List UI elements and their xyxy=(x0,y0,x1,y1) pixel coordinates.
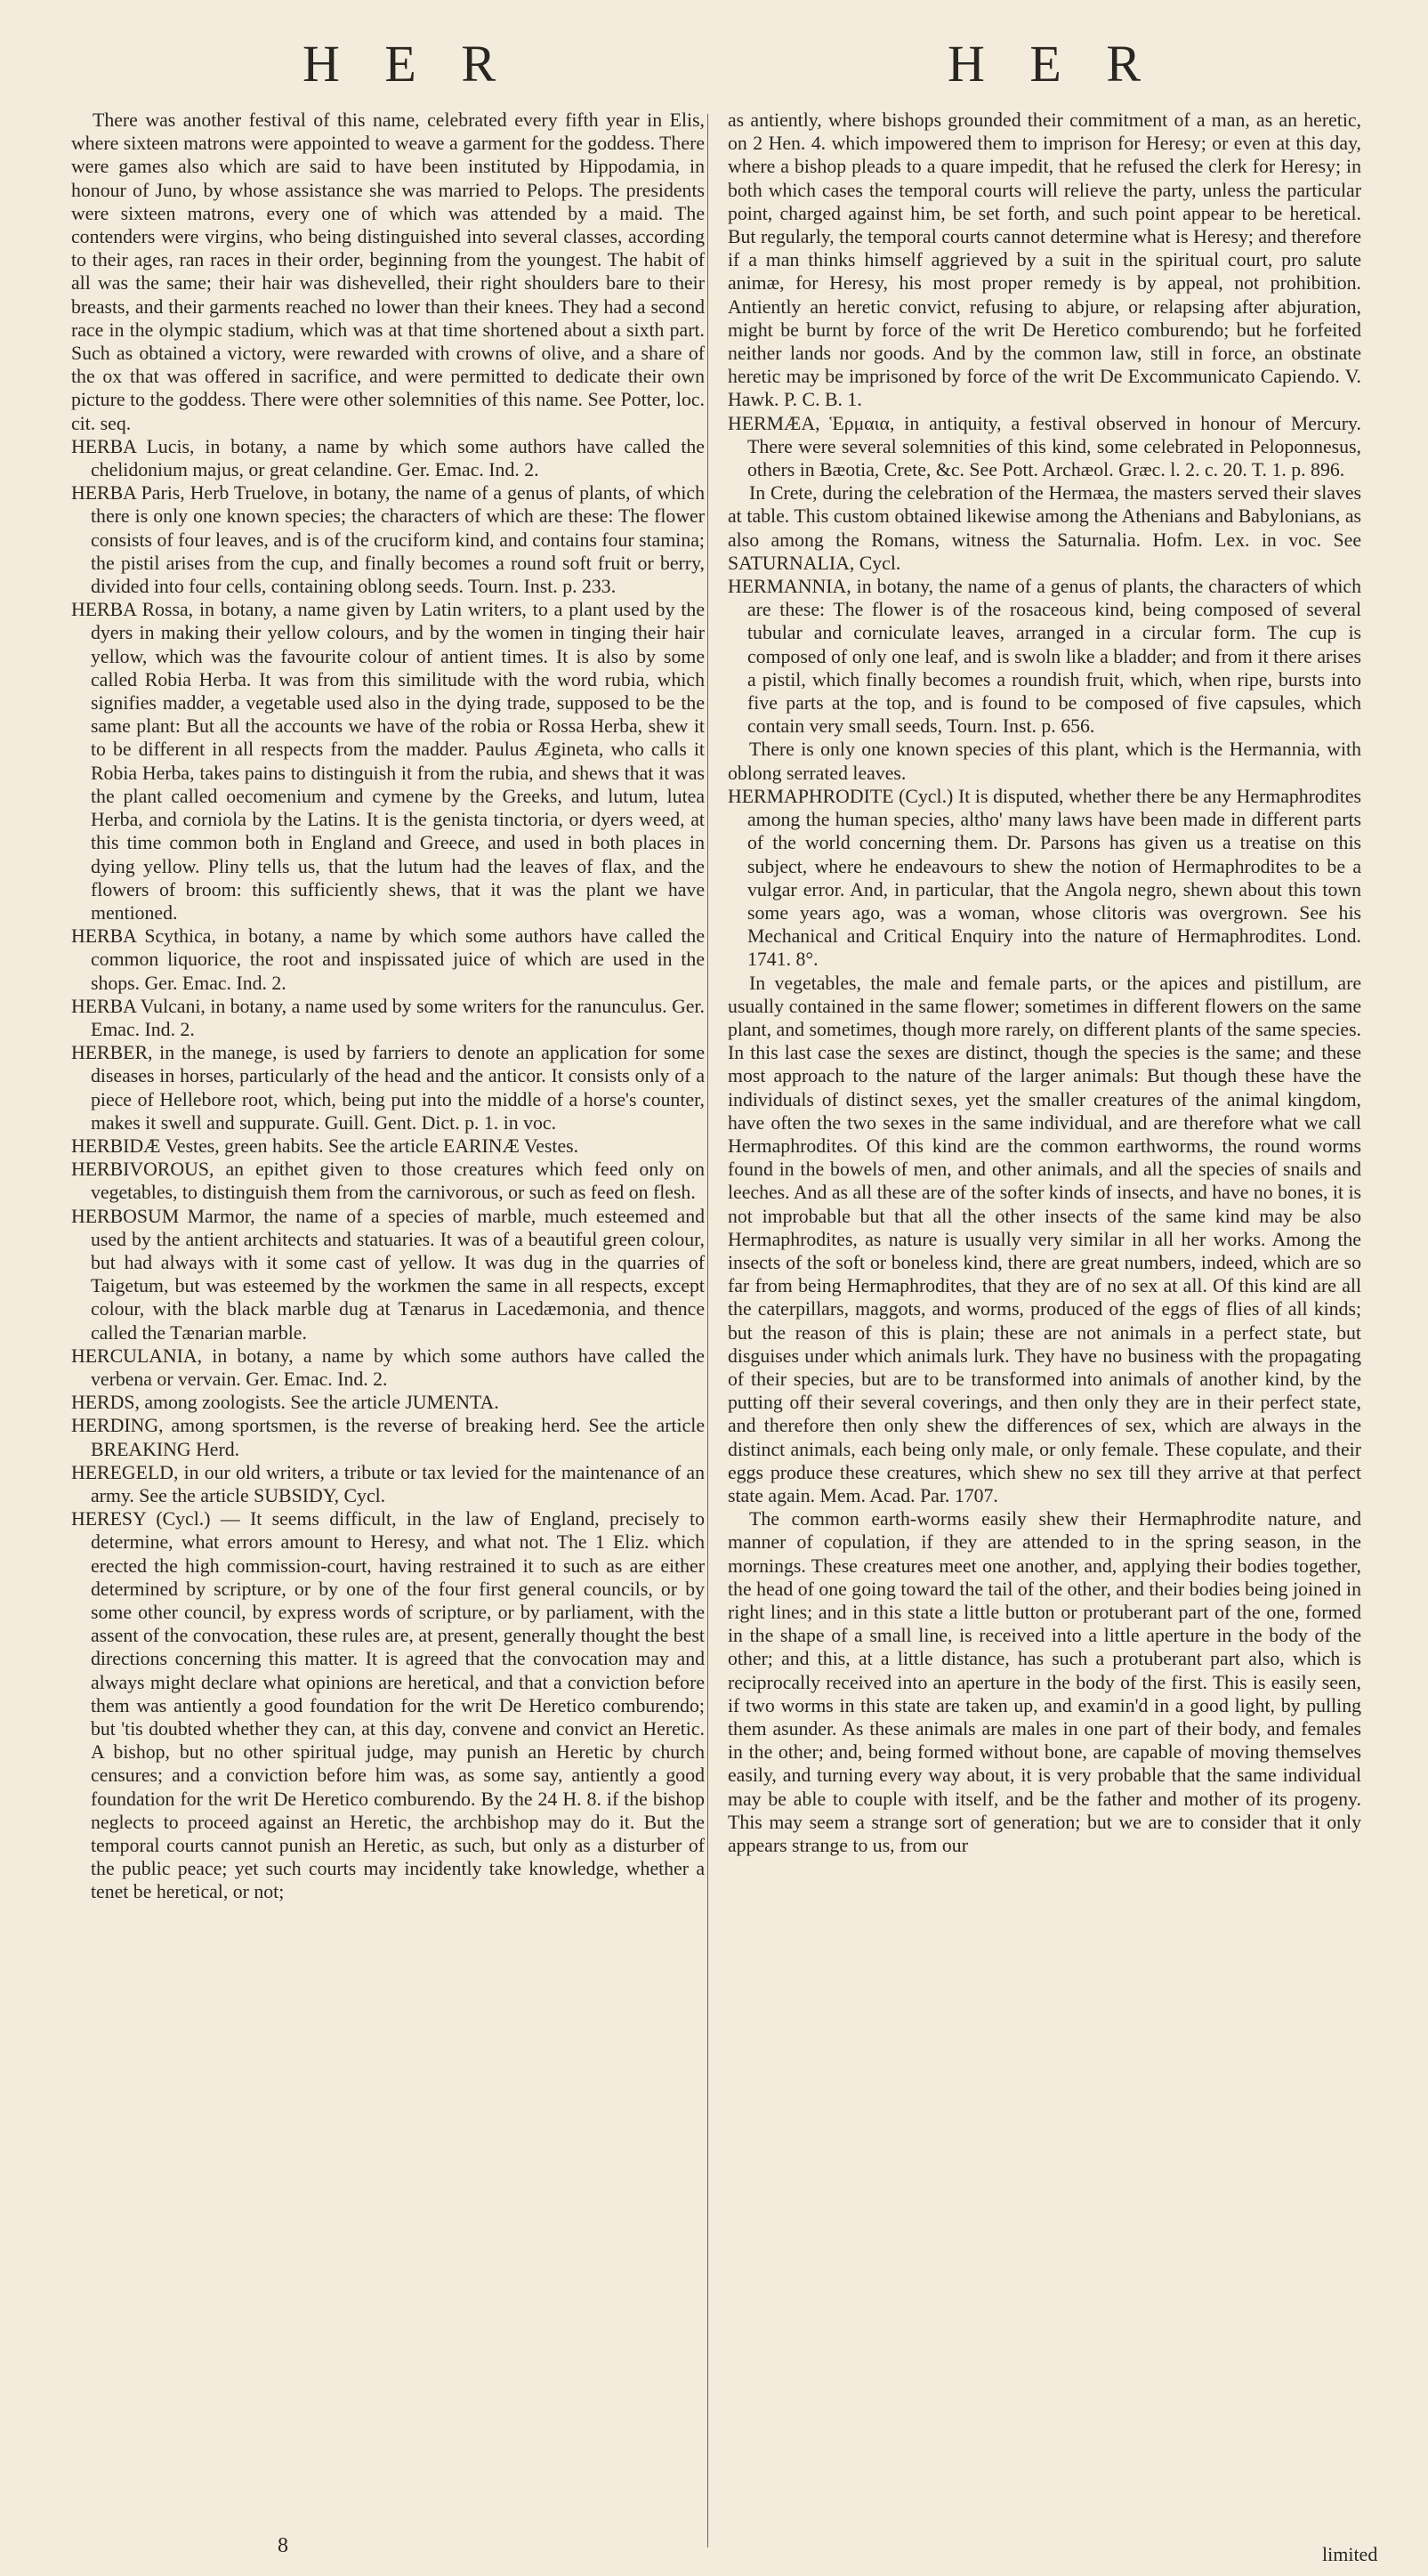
entry: HERDS, among zoologists. See the article JUMENTA. xyxy=(71,1392,499,1414)
column-divider xyxy=(707,114,708,2548)
entry: The common earth-worms easily shew their Hermaphrodite nature, and manner of copulation, if they are attended to in the spring season, in the mornings. These creatures meet one another, and, applying their bodies together, the head of one going toward the tail of the other, and their bodies being joined in right lines; and in this state a little button or protuberant part of the one, formed in the shape of a small line, is received into a little aperture in the body of the other; and this, at a little distance, has such a protuberant part also, which is reciprocally received into an aperture in the body of the first. This is easily seen, if two worms in this state are taken up, and examin'd in a good light, by pulling them asunder. As these animals are males in one part of their body, and females in the other; and, being formed without bone, are capable of moving themselves easily, and turning every way about, it is very probable that the same individual may be able to couple with itself, and be the father and mother of its progeny. This may seem a strange sort of generation; but we are to consider that it only appears strange to us, from our xyxy=(728,1508,1361,1857)
right-column xyxy=(728,109,1361,1857)
running-head-right: H E R xyxy=(948,35,1157,93)
catchword: limited xyxy=(1322,2543,1378,2565)
entry: HERBOSUM Marmor, the name of a species of marble, much esteemed and used by the antient architects and statuaries. It was of a beautiful green colour, but had always with it some cast of yellow. It was dug in the quarries of Taigetum, but was esteemed by the workmen the same in all respects, except colour, with the black marble dug at Tænarus in Lacedæmonia, and thence called the Tænarian marble. xyxy=(71,1205,705,1344)
entry: In Crete, during the celebration of the Hermæa, the masters served their slaves at table. This custom obtained likewise among the Athenians and Babylonians, as also among the Romans, witness the Saturnalia. Hofm. Lex. in voc. See SATURNALIA, Cycl. xyxy=(728,482,1361,574)
page-number: 8 xyxy=(278,2534,288,2557)
entry: HERCULANIA, in botany, a name by which some authors have called the verbena or vervain. Ger. Emac. Ind. 2. xyxy=(71,1345,705,1390)
entry: HERBIDÆ Vestes, green habits. See the article EARINÆ Vestes. xyxy=(71,1135,579,1157)
entry: as antiently, where bishops grounded their commitment of a man, as an heretic, on 2 Hen. 4. which impowered them to imprison for Heresy; or even at this day, where a bishop pleads to a quare impedit, that he refused the clerk for Heresy; in both which cases the temporal courts will relieve the party, unless the particular point, charged against him, be set forth, and such point appear to be heretical. But regularly, the temporal courts cannot determine what is Heresy; and therefore if a man thinks himself aggrieved by a suit in the spiritual court, pro salute animæ, for Heresy, his most proper remedy is by appeal, not prohibition. Antiently an heretic convict, refusing to abjure, or relapsing after abjuration, might be burnt by force of the writ De Heretico comburendo; but he forfeited neither lands nor goods. And by the common law, still in force, an obstinate heretic may be imprisoned by force of the writ De Excommunicato Capiendo. V. Hawk. P. C. B. 1. xyxy=(728,109,1361,411)
entry: HERMÆA, Ἑρμαια, in antiquity, a festival observed in honour of Mercury. There were several solemnities of this kind, some celebrated in Peloponnesus, others in Bæotia, Crete, &c. See Pott. Archæol. Græc. l. 2. c. 20. T. 1. p. 896. xyxy=(728,412,1361,481)
entry: There is only one known species of this plant, which is the Hermannia, with oblong serrated leaves. xyxy=(728,739,1361,784)
entry: HERBA Scythica, in botany, a name by which some authors have called the common liquorice, the root and inspissated juice of which are used in the shops. Ger. Emac. Ind. 2. xyxy=(71,925,705,994)
entry: HEREGELD, in our old writers, a tribute or tax levied for the maintenance of an army. See the article SUBSIDY, Cycl. xyxy=(71,1461,705,1506)
entry: HERBIVOROUS, an epithet given to those creatures which feed only on vegetables, to distinguish them from the carnivorous, or such as feed on flesh. xyxy=(71,1159,705,1204)
entry: HERBA Paris, Herb Truelove, in botany, the name of a genus of plants, of which there is only one known species; the characters of which are these: The flower consists of four leaves, and is of the cruciform kind, and contains four stamina; the pistil arises from the cup, and finally becomes a round soft fruit or berry, divided into four cells, containing oblong seeds. Tourn. Inst. p. 233. xyxy=(71,482,705,598)
entry: HERBER, in the manege, is used by farriers to denote an application for some diseases in horses, particularly of the head and the anticor. It consists only of a piece of Hellebore root, which, being put into the middle of a horse's counter, makes it swell and suppurate. Guill. Gent. Dict. p. 1. in voc. xyxy=(71,1042,705,1134)
left-column xyxy=(71,109,705,1904)
entry: In vegetables, the male and female parts, or the apices and pistillum, are usually contained in the same flower; sometimes in different flowers on the same plant, and sometimes, though more rarely, on different plants of the same species. In this last case the sexes are distinct, though the species is the same; and these most approach to the nature of the larger animals: But though these have the individuals of distinct sexes, yet the smaller creatures of the animal kingdom, have often the two sexes in the same individual, and are therefore what we call Hermaphrodites. Of this kind are the common earthworms, the round worms found in the bowels of men, and other animals, and all the species of snails and leeches. And as all these are of the softer kinds of insects, and have no bones, it is not improbable but that all the other insects of the same kind may be also Hermaphrodites, as nature is usually very similar in all her works. Among the insects of the soft or boneless kind, there are great numbers, indeed, which are so far from being Hermaphrodites, that they are of no sex at all. Of this kind are all the caterpillars, maggots, and worms, produced of the eggs of flies of all kinds; but the reason of this is plain; these are not animals in a perfect state, but disguises under which animals lurk. They have no business with the propagating of their species, but are to be transformed into animals of another kind, by the putting off their several coverings, and then only they are in their perfect state, and therefore then only shew the differences of sex, which are always in the distinct animals, each being only male, or only female. These copulate, and their eggs produce these creatures, which shew no sex till they arrive at that perfect state again. Mem. Acad. Par. 1707. xyxy=(728,972,1361,1506)
entry: HERBA Rossa, in botany, a name given by Latin writers, to a plant used by the dyers in making their yellow colours, and by the women in tinging their hair yellow, which was the favourite colour of antient times. It is also by some called Robia Herba. It was from this similitude with the word rubia, which signifies madder, a vegetable used also in the dying trade, supposed to be the same plant: But all the accounts we have of the robia or Rossa Herba, shew it to be different in all respects from the madder. Paulus Ægineta, who calls it Robia Herba, takes pains to distinguish it from the rubia, and shews that it was the plant called oecomenium and cymene by the Greeks, and lutum, lutea Herba, and corniola by the Latins. It is the genista tinctoria, or dyers weed, at this time common both in England and Greece, and used in both places in dying yellow. Pliny tells us, that the lutum had the leaves of flax, and the flowers of broom: this sufficiently shews, that it was the plant we have mentioned. xyxy=(71,599,705,924)
running-head-left: H E R xyxy=(303,35,512,93)
entry: HERESY (Cycl.) — It seems difficult, in the law of England, precisely to determine, what errors amount to Heresy, and what not. The 1 Eliz. which erected the high commission-court, having restrained it to such as are either determined by scripture, or by one of the four first general councils, or by some other council, by express words of scripture, or by parliament, with the assent of the convocation, these rules are, at present, generally thought the best directions concerning this matter. It is agreed that the convocation may and always might declare what opinions are heretical, and that a conviction before them was antiently a good foundation for the writ De Heretico comburendo; but 'tis doubted whether they can, at this day, convene and convict an Heretic. A bishop, but no other spiritual judge, may punish an Heretic by church censures; and a conviction before him was, as some say, antiently a good foundation for the writ De Heretico comburendo. By the 24 H. 8. if the bishop neglects to proceed against an Heretic, the archbishop may do it. But the temporal courts cannot punish an Heretic, as such, but only as a disturber of the public peace; yet such courts may incidently take knowledge, whether a tenet be heretical, or not; xyxy=(71,1508,705,1903)
entry: HERBA Lucis, in botany, a name by which some authors have called the chelidonium majus, or great celandine. Ger. Emac. Ind. 2. xyxy=(71,435,705,481)
entry: HERMAPHRODITE (Cycl.) It is disputed, whether there be any Hermaphrodites among the human species, altho' many laws have been made in different parts of the world concerning them. Dr. Parsons has given us a treatise on this subject, where he endeavours to shew the notion of Hermaphrodites to be a vulgar error. And, in particular, that the Angola negro, shewn about this town some years ago, was a woman, whose clitoris was overgrown. See his Mechanical and Critical Enquiry into the nature of Hermaphrodites. Lond. 1741. 8°. xyxy=(728,785,1361,971)
entry: HERMANNIA, in botany, the name of a genus of plants, the characters of which are these: The flower is of the rosaceous kind, being composed of several tubular and corniculate leaves, arranged in a circular form. The cup is composed of only one leaf, and is swoln like a bladder; and from it there arises a pistil, which finally becomes a roundish fruit, which, when ripe, bursts into five parts at the top, and is found to be composed of five capsules, which contain very small seeds, Tourn. Inst. p. 656. xyxy=(728,576,1361,738)
entry: HERBA Vulcani, in botany, a name used by some writers for the ranunculus. Ger. Emac. Ind. 2. xyxy=(71,995,705,1040)
entry: There was another festival of this name, celebrated every fifth year in Elis, where sixteen matrons were appointed to weave a garment for the goddess. There were games also which are said to have been instituted by Hippodamia, in honour of Juno, by whose assistance she was married to Pelops. The presidents were sixteen matrons, every one of which was attended by a maid. The contenders were virgins, who being distinguished into several classes, according to their ages, ran races in their order, beginning from the youngest. The habit of all was the same; their hair was dishevelled, their right shoulders bare to their breasts, and their garments reached no lower than their knees. They had a second race in the olympic stadium, which was at that time shortened about a sixth part. Such as obtained a victory, were rewarded with crowns of olive, and a share of the ox that was offered in sacrifice, and were permitted to dedicate their own picture to the goddess. There were other solemnities of this name. See Potter, loc. cit. seq. xyxy=(71,109,705,434)
entry: HERDING, among sportsmen, is the reverse of breaking herd. See the article BREAKING Herd. xyxy=(71,1415,705,1460)
